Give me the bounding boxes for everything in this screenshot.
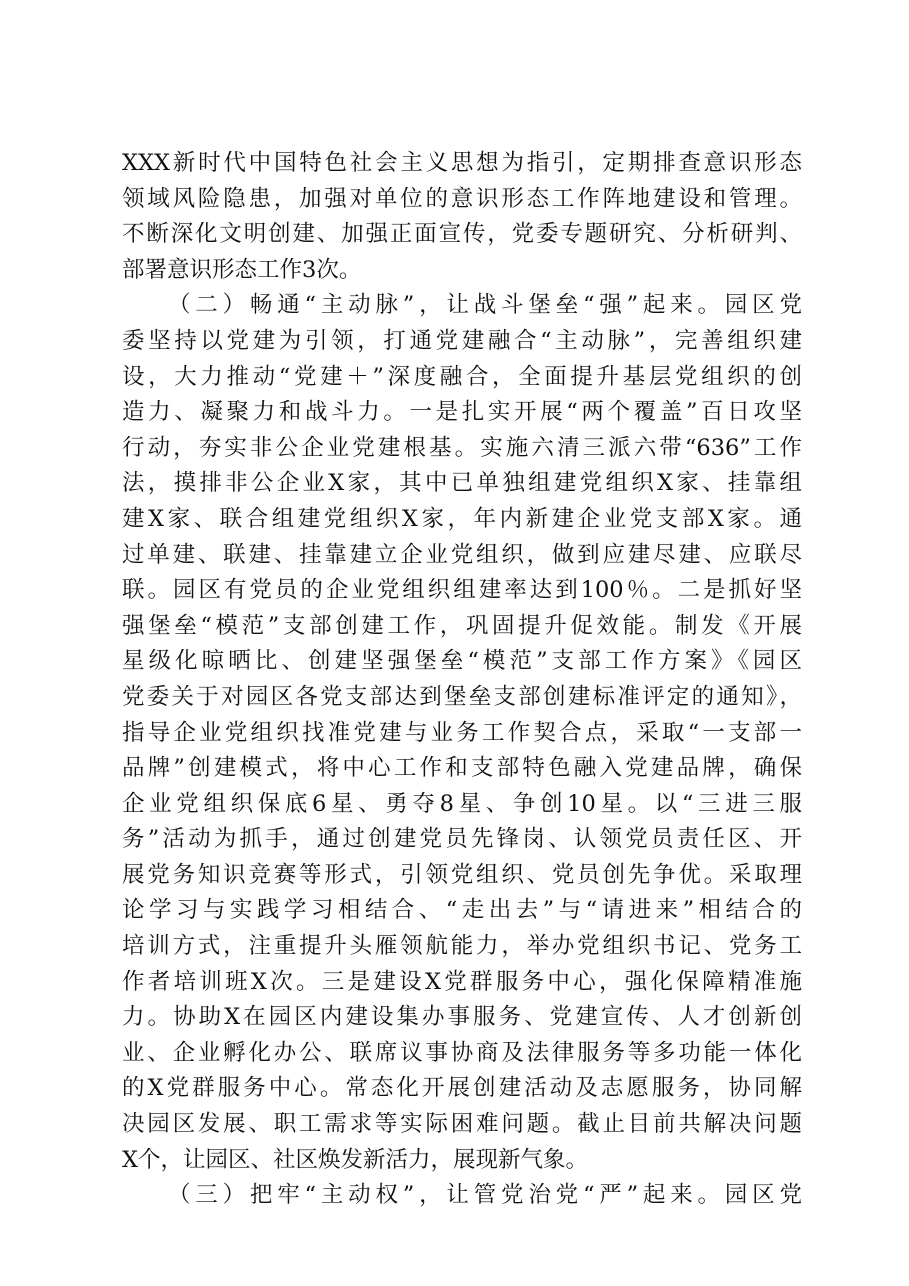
text-line: 指导企业党组织找准党建与业务工作契合点，采取“一支部一 xyxy=(122,719,802,746)
text-line: 委坚持以党建为引领，打通党建融合“主动脉”，完善组织建 xyxy=(122,327,802,354)
text-line: 强堡垒“模范”支部创建工作，巩固提升促效能。制发《开展 xyxy=(122,612,802,639)
text-line: 的X党群服务中心。常态化开展创建活动及志愿服务，协同解 xyxy=(122,1075,802,1102)
text-line: （三）把牢“主动权”，让管党治党“严”起来。园区党 xyxy=(168,1182,802,1209)
text-line: 展党务知识竞赛等形式，引领党组织、党员创先争优。采取理 xyxy=(122,861,802,888)
text-line: X个，让园区、社区焕发新活力，展现新气象。 xyxy=(122,1146,589,1173)
text-line: 培训方式，注重提升头雁领航能力，举办党组织书记、党务工 xyxy=(122,933,802,960)
text-line: 作者培训班X次。三是建设X党群服务中心，强化保障精准施 xyxy=(122,968,802,995)
text-line: XXX新时代中国特色社会主义思想为指引，定期排查意识形态 xyxy=(122,150,802,176)
text-line: 品牌”创建模式，将中心工作和支部特色融入党建品牌，确保 xyxy=(122,755,802,782)
text-line: 部署意识形态工作3次。 xyxy=(122,256,362,283)
text-line: 造力、凝聚力和战斗力。一是扎实开展“两个覆盖”百日攻坚 xyxy=(122,399,802,426)
text-line: 星级化晾晒比、创建坚强堡垒“模范”支部工作方案》《园区 xyxy=(122,648,802,675)
text-line: 领域风险隐患，加强对单位的意识形态工作阵地建设和管理。 xyxy=(122,185,802,212)
text-line: （二）畅通“主动脉”，让战斗堡垒“强”起来。园区党 xyxy=(168,292,802,319)
text-line: 过单建、联建、挂靠建立企业党组织，做到应建尽建、应联尽 xyxy=(122,541,802,568)
document-body xyxy=(122,146,802,1214)
text-line: 行动，夯实非公企业党建根基。实施六清三派六带“636”工作 xyxy=(122,434,802,461)
document-page xyxy=(122,146,802,1214)
text-line: 力。协助X在园区内建设集办事服务、党建宣传、人才创新创 xyxy=(122,1004,802,1031)
text-line: 企业党组织保底6星、勇夺8星、争创10星。以“三进三服 xyxy=(122,790,802,817)
text-line: 不断深化文明创建、加强正面宣传，党委专题研究、分析研判、 xyxy=(122,221,802,248)
text-line: 论学习与实践学习相结合、“走出去”与“请进来”相结合的 xyxy=(122,897,802,924)
text-line: 业、企业孵化办公、联席议事协商及法律服务等多功能一体化 xyxy=(122,1039,802,1066)
text-line: 党委关于对园区各党支部达到堡垒支部创建标准评定的通知》， xyxy=(122,683,802,710)
text-line: 法，摸排非公企业X家，其中已单独组建党组织X家、挂靠组 xyxy=(122,470,802,497)
text-line: 建X家、联合组建党组织X家，年内新建企业党支部X家。通 xyxy=(122,505,802,532)
text-line: 决园区发展、职工需求等实际困难问题。截止目前共解决问题 xyxy=(122,1111,802,1138)
text-line: 联。园区有党员的企业党组织组建率达到100％。二是抓好坚 xyxy=(122,577,802,604)
text-line: 务”活动为抓手，通过创建党员先锋岗、认领党员责任区、开 xyxy=(122,826,802,853)
text-line: 设，大力推动“党建＋”深度融合，全面提升基层党组织的创 xyxy=(122,363,802,390)
